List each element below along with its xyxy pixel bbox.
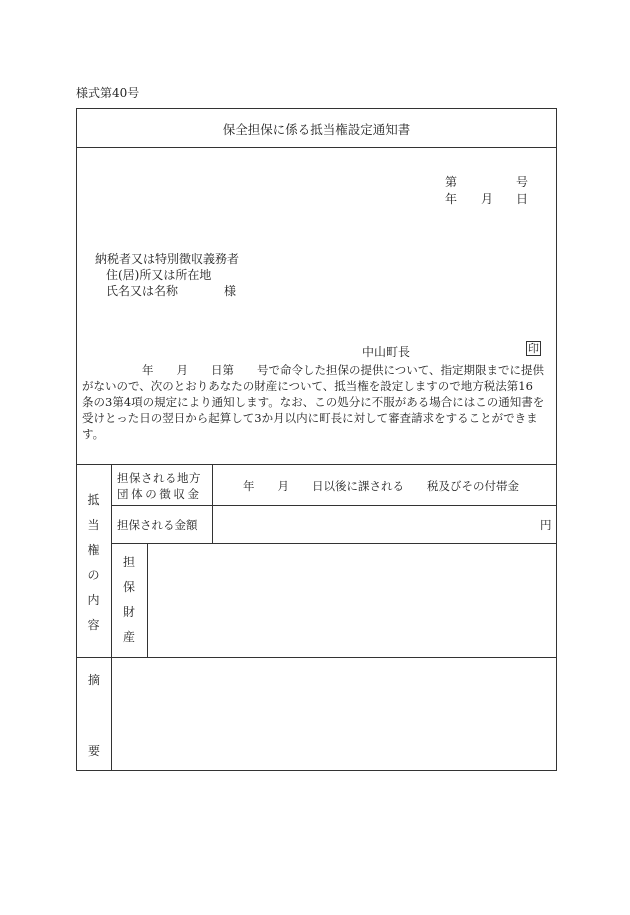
doc-number-suffix: 号 [516,175,529,189]
body-text-line-3: 条の3第4項の規定により通知します。なお、この処分に不服がある場合にはこの通知書を [82,395,545,409]
body-text-line-4: 受けとった日の翌日から起算して3か月以内に町長に対して審査請求をすることができま [82,411,538,425]
remarks-field[interactable] [112,658,556,770]
section-label-char: 内 [87,593,100,607]
date-year: 年 [445,192,458,206]
collateral-label-char: 担 [122,555,135,569]
body-text-line-5: す。 [82,427,105,441]
section-label-char: 権 [87,543,100,557]
section-label-char: 抵 [87,493,100,507]
collateral-property-label [111,556,147,656]
body-text-line-2: がないので、次のとおりあなたの財産について、抵当権を設定しますので地方税法第16 [82,379,533,393]
body-text-line-1: 年 月 日第 号で命令した担保の提供について、指定期限までに提供 [142,363,545,377]
form-number: 様式第40号 [76,86,140,100]
document-title: 保全担保に係る抵当権設定通知書 [222,122,411,137]
section-label-char: 容 [87,618,100,632]
seal-mark: 印 [528,342,539,355]
collateral-label-char: 産 [122,630,135,644]
title-divider [76,147,557,148]
secured-claim-label-line-2: 団体の徴収金 [117,487,202,501]
secured-claim-label-line-1: 担保される地方 [117,471,201,485]
row-divider-1 [111,505,557,506]
issuer-name: 中山町長 [362,345,411,359]
recipient-honorific: 様 [224,284,237,298]
secured-claim-value: 年 月 日以後に課される 税及びその付帯金 [243,479,519,493]
remarks-label-char-1: 摘 [88,673,101,687]
recipient-line-address: 住(居)所又は所在地 [106,268,212,282]
secured-amount-label: 担保される金額 [117,518,198,532]
date-day: 日 [516,192,529,206]
remarks-label-char-2: 要 [88,744,101,758]
table-top-divider [76,464,557,465]
collateral-label-char: 保 [122,580,135,594]
recipient-line-taxpayer: 納税者又は特別徴収義務者 [95,252,240,266]
secured-amount-unit: 円 [540,518,552,532]
collateral-label-char: 財 [122,605,135,619]
collateral-property-field[interactable] [148,544,556,656]
section-label-char: 当 [87,518,100,532]
section-label-char: の [87,568,100,582]
recipient-line-name: 氏名又は名称 [106,284,179,298]
section-label-mortgage-content [76,494,111,644]
doc-number-prefix: 第 [445,175,458,189]
date-month: 月 [481,192,494,206]
row-label-divider [212,464,213,543]
